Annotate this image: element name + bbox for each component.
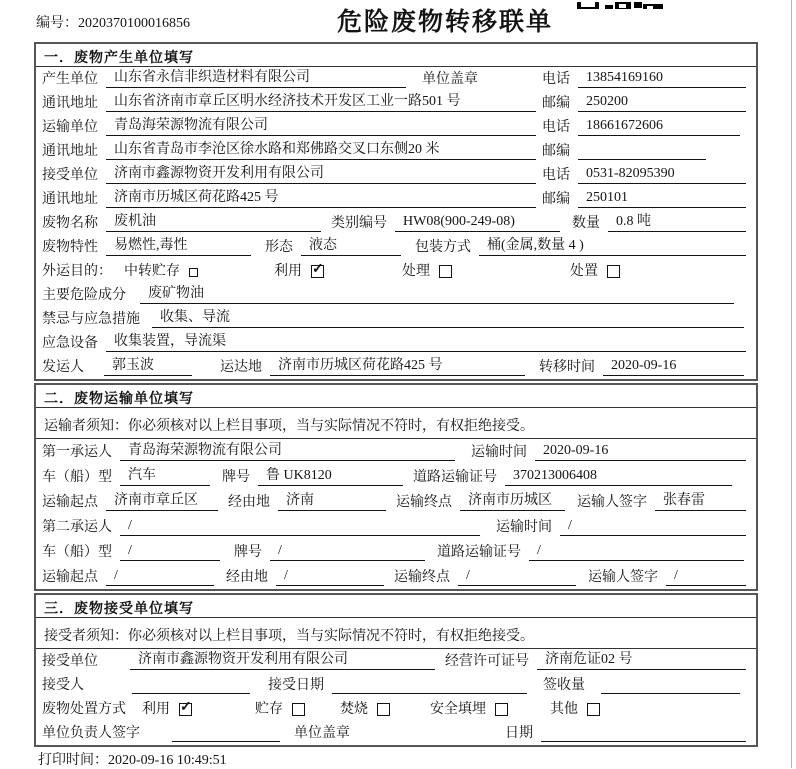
zip-label: 邮编: [542, 144, 570, 159]
first-carrier-label: 第一承运人: [42, 445, 112, 460]
address-value: 山东省济南市章丘区明水经济技术开发区工业一路501 号: [106, 90, 536, 112]
waste-name-label: 废物名称: [42, 216, 98, 231]
option-label: 处理: [402, 264, 430, 279]
transporter-notice: 运输者须知：你必须核对以上栏目事项，当与实际情况不符时，有权拒绝接受。: [36, 408, 756, 439]
purpose-option-transfer-storage: [124, 260, 274, 280]
page-title: 危险废物转移联单: [336, 9, 554, 36]
option-label: 处置: [570, 264, 598, 279]
address-label: 通讯地址: [42, 144, 98, 159]
plate-label: 牌号: [222, 470, 250, 485]
zip-label: 邮编: [542, 96, 570, 111]
route-row-2: [36, 564, 756, 589]
equipment-value: 收集装置，导流渠: [106, 330, 746, 352]
producer-label: 产生单位: [42, 72, 98, 87]
vehicle-type-label: 车（船）型: [42, 545, 112, 560]
zip-label: 邮编: [542, 192, 570, 207]
manager-sign-label: 单位负责人签字: [42, 726, 140, 741]
phone-value: 0531-82095390: [578, 166, 746, 184]
waste-name-row: [36, 211, 756, 235]
phone-value: 13854169160: [578, 70, 746, 88]
vehicle-row-2: [36, 539, 756, 564]
recipient-value: [132, 692, 250, 694]
producer-row: [36, 67, 756, 91]
taboo-measures-row: [36, 307, 756, 331]
option-label: 焚烧: [340, 702, 368, 717]
transfer-purpose-row: [36, 259, 756, 283]
recipient-label: 接受人: [42, 678, 84, 693]
print-time: [38, 749, 227, 769]
waste-name-value: 废机油: [106, 210, 321, 232]
receiving-unit-label: 接受单位: [42, 654, 98, 669]
address-value: 济南市历城区荷花路425 号: [106, 186, 536, 208]
transporter-row: [36, 115, 756, 139]
taboo-label: 禁忌与应急措施: [42, 312, 140, 327]
transport-time-label: 运输时间: [496, 520, 552, 535]
via-value: 济南: [278, 489, 386, 511]
date-value: [541, 740, 746, 742]
via-label: 经由地: [228, 495, 270, 510]
carrier-sign-label: 运输人签字: [588, 570, 658, 585]
qr-code-fragment-icon: [577, 0, 663, 9]
via-value: /: [276, 568, 384, 586]
purpose-option-utilize: [274, 260, 402, 280]
form-label: 形态: [265, 240, 293, 255]
disposal-method-row: [36, 697, 756, 721]
end-label: 运输终点: [396, 495, 452, 510]
end-label: 运输终点: [394, 570, 450, 585]
address-value: 山东省青岛市李沧区徐水路和郑佛路交叉口东侧20 米: [106, 138, 536, 160]
section-receiver: [34, 593, 758, 747]
vehicle-type-value: /: [120, 543, 220, 561]
waste-characteristics-row: [36, 235, 756, 259]
taboo-value: 收集、导流: [152, 306, 744, 328]
producer-address-row: [36, 91, 756, 115]
vehicle-type-value: 汽车: [120, 464, 210, 486]
amount-value: [601, 692, 740, 694]
end-value: /: [458, 568, 576, 586]
recipient-row: [36, 673, 756, 697]
origin-label: 运输起点: [42, 495, 98, 510]
serial-number: [36, 12, 190, 32]
dispose-checkbox: [607, 265, 620, 278]
address-label: 通讯地址: [42, 96, 98, 111]
packaging-value: 桶(金属,数量 4 ): [479, 234, 746, 256]
section-transporter-heading: 二．废物运输单位填写: [36, 385, 756, 408]
zip-value: 250101: [578, 190, 746, 208]
phone-label: 电话: [542, 168, 570, 183]
plate-value: 鲁 UK8120: [258, 464, 403, 486]
hazard-components-row: [36, 283, 756, 307]
hazard-label: 主要危险成分: [42, 288, 126, 303]
receiver-row: [36, 163, 756, 187]
phone-label: 电话: [542, 72, 570, 87]
address-label: 通讯地址: [42, 192, 98, 207]
carrier-sign-label: 运输人签字: [577, 495, 647, 510]
disposal-option-other: [550, 698, 600, 718]
road-license-value: 370213006408: [505, 468, 732, 486]
section-producer-heading: 一．废物产生单位填写: [36, 44, 756, 67]
transporter-label: 运输单位: [42, 120, 98, 135]
utilize-checkbox: [179, 703, 192, 716]
consignor-label: 发运人: [42, 360, 84, 375]
purpose-option-treat: [402, 260, 570, 280]
purpose-option-dispose: [570, 260, 620, 280]
serial-value: 2020370100016856: [78, 16, 190, 31]
second-carrier-label: 第二承运人: [42, 520, 112, 535]
option-label: 利用: [274, 264, 302, 279]
manager-signature-row: [36, 721, 756, 745]
manager-sign-value: [172, 740, 280, 742]
amount-label: 签收量: [543, 678, 585, 693]
road-license-label: 道路运输证号: [413, 470, 497, 485]
section-transporter: [34, 383, 758, 591]
vehicle-row: [36, 464, 756, 489]
transport-time-label: 运输时间: [471, 445, 527, 460]
serial-label: 编号：: [36, 16, 78, 31]
receiver-address-row: [36, 187, 756, 211]
category-label: 类别编号: [331, 216, 387, 231]
treat-checkbox: [439, 265, 452, 278]
receiver-label: 接受单位: [42, 168, 98, 183]
consignor-value: 郭玉波: [104, 354, 192, 376]
incinerate-checkbox: [377, 703, 390, 716]
via-label: 经由地: [226, 570, 268, 585]
zip-value: 250200: [578, 94, 746, 112]
hazard-value: 废矿物油: [140, 282, 734, 304]
quantity-value: 0.8 吨: [608, 210, 746, 232]
producer-value: 山东省永信非织造材料有限公司: [106, 66, 406, 88]
receive-date-value: [332, 692, 527, 694]
disposal-option-incinerate: [340, 698, 430, 718]
utilize-checkbox: [311, 265, 324, 278]
option-label: 其他: [550, 702, 578, 717]
license-value: 济南危证02 号: [537, 648, 746, 670]
category-value: HW08(900-249-08): [395, 214, 560, 232]
store-checkbox: [292, 703, 305, 716]
quantity-label: 数量: [572, 216, 600, 231]
transfer-form: [34, 42, 758, 747]
purpose-label: 外运目的：: [42, 264, 112, 279]
consignor-row: [36, 355, 756, 379]
road-license-label: 道路运输证号: [437, 545, 521, 560]
page-right-edge: [791, 0, 792, 768]
end-value: 济南市历城区: [460, 489, 565, 511]
date-label: 日期: [505, 726, 533, 741]
license-label: 经营许可证号: [445, 654, 529, 669]
transporter-value: 青岛海荣源物流有限公司: [106, 114, 536, 136]
characteristics-value: 易燃性,毒性: [106, 234, 251, 256]
option-label: 中转贮存: [124, 264, 180, 279]
other-checkbox: [587, 703, 600, 716]
print-time-label: 打印时间：: [38, 753, 108, 768]
route-row: [36, 489, 756, 514]
transporter-address-row: [36, 139, 756, 163]
transport-time-value: 2020-09-16: [535, 443, 746, 461]
receiver-notice: 接受者须知：你必须核对以上栏目事项，当与实际情况不符时，有权拒绝接受。: [36, 618, 756, 649]
transfer-time-value: 2020-09-16: [603, 358, 744, 376]
origin-label: 运输起点: [42, 570, 98, 585]
destination-label: 运达地: [220, 360, 262, 375]
option-label: 贮存: [255, 702, 283, 717]
seal-label: 单位盖章: [422, 72, 478, 87]
origin-value: 济南市章丘区: [106, 489, 218, 511]
phone-value: 18661672606: [578, 118, 740, 136]
plate-label: 牌号: [234, 545, 262, 560]
characteristics-label: 废物特性: [42, 240, 98, 255]
receiving-unit-row: [36, 649, 756, 673]
emergency-equipment-row: [36, 331, 756, 355]
option-label: 安全填埋: [430, 702, 486, 717]
landfill-checkbox: [495, 703, 508, 716]
receive-date-label: 接受日期: [268, 678, 324, 693]
packaging-label: 包装方式: [415, 240, 471, 255]
equipment-label: 应急设备: [42, 336, 98, 351]
disposal-option-store: [255, 698, 340, 718]
receiving-unit-value: 济南市鑫源物资开发利用有限公司: [130, 648, 435, 670]
disposal-option-landfill: [430, 698, 550, 718]
first-carrier-value: 青岛海荣源物流有限公司: [120, 439, 455, 461]
section-receiver-heading: 三．废物接受单位填写: [36, 595, 756, 618]
transfer-time-label: 转移时间: [539, 360, 595, 375]
transport-time-value: /: [560, 518, 746, 536]
vehicle-type-label: 车（船）型: [42, 470, 112, 485]
origin-value: /: [106, 568, 214, 586]
disposal-label: 废物处置方式: [42, 702, 126, 717]
receiver-value: 济南市鑫源物资开发利用有限公司: [106, 162, 536, 184]
seal-label: 单位盖章: [294, 726, 350, 741]
second-carrier-value: /: [120, 518, 480, 536]
disposal-option-utilize: [142, 698, 255, 718]
second-carrier-row: [36, 514, 756, 539]
option-label: 利用: [142, 702, 170, 717]
carrier-sign-value: /: [666, 568, 746, 586]
phone-label: 电话: [542, 120, 570, 135]
plate-value: /: [270, 543, 425, 561]
destination-value: 济南市历城区荷花路425 号: [270, 354, 525, 376]
zip-value: [578, 158, 706, 160]
print-time-value: 2020-09-16 10:49:51: [108, 753, 227, 768]
form-value: 液态: [301, 234, 401, 256]
section-producer: [34, 42, 758, 381]
carrier-sign-value: 张春雷: [655, 489, 746, 511]
transfer-storage-checkbox: [189, 268, 198, 277]
road-license-value: /: [529, 543, 744, 561]
first-carrier-row: [36, 439, 756, 464]
